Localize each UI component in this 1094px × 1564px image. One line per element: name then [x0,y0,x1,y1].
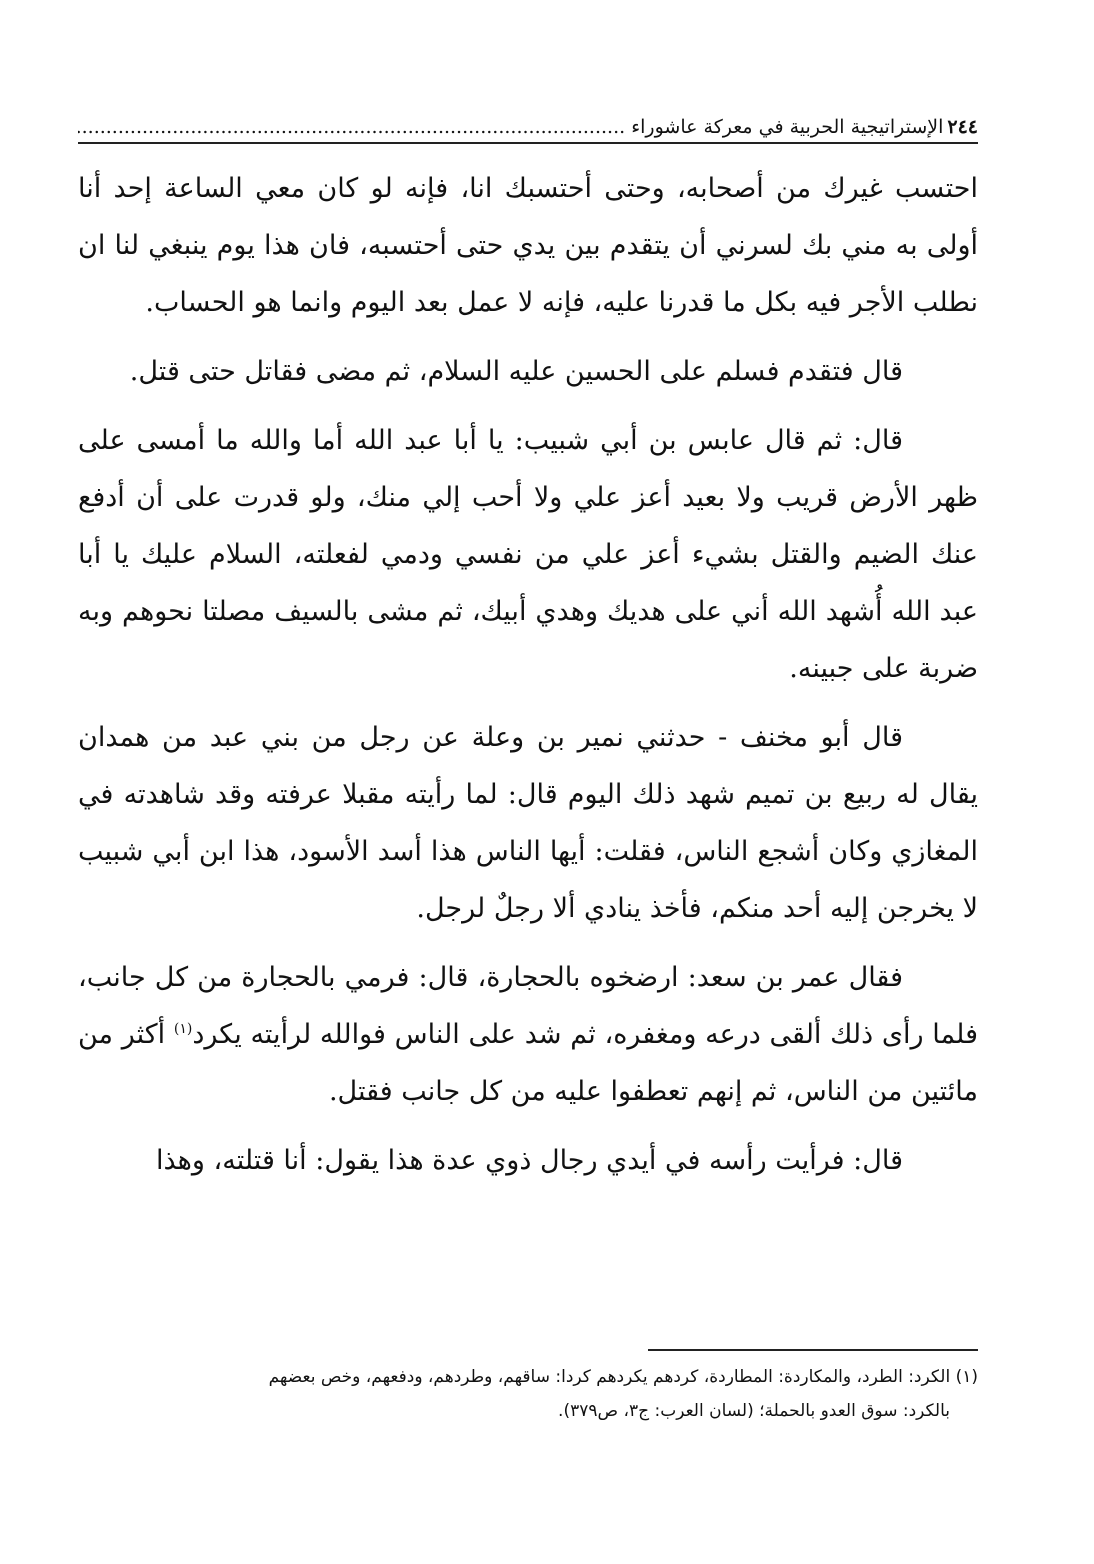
footnote-marker[interactable]: (١) [173,1021,193,1037]
page-number: ٢٤٤ [947,116,978,138]
page-content [78,0,978,1564]
footnote-line: بالكرد: سوق العدو بالحملة؛ (لسان العرب: ج٣، ص٣٧٩). [558,1401,950,1421]
running-title: الإستراتيجية الحربية في معركة عاشوراء ..... [78,116,943,138]
main-text [78,160,978,1201]
paragraph [78,949,978,1120]
paragraph: قال فتقدم فسلم على الحسين عليه السلام، ثم مضى فقاتل حتى قتل. [129,356,903,387]
running-header [78,110,978,144]
footnote [78,1360,978,1428]
paragraph: احتسب غيرك من أصحابه، وحتى أحتسبك انا، فإنه لو كان معي الساعة إحد أنا أولى به مني بك لسرني أن يتقدم بين يدي حتى أحتسبه، فان هذا يوم ينبغي لنا ان نطلب الأجر فيه بكل ما قدرنا عليه، فإنه لا عمل بعد اليوم وانما هو الحساب. [78,173,978,318]
paragraph-text: فقال عمر بن سعد: ارضخوه بالحجارة، قال: فرمي بالحجارة من كل جانب، فلما رأى ذلك ألقى درعه ومغفره، ثم شد على الناس فوالله لرأيته يكرد [78,962,978,1050]
paragraph: قال: ثم قال عابس بن أبي شبيب: يا أبا عبد الله أما والله ما أمسى على ظهر الأرض قريب ولا بعيد أعز علي ولا أحب إلي منك، ولو قدرت على أن أدفع عنك الضيم والقتل بشيء أعز علي من نفسي ودمي لفعلته، السلام عليك يا أبا عبد الله أُشهد الله أني على هديك وهدي أبيك، ثم مشى بالسيف مصلتا نحوهم وبه ضربة على جبينه. [78,425,978,684]
footnote-divider [648,1349,978,1351]
footnote-line: (١) الكرد: الطرد، والمكاردة: المطاردة، كردهم يكردهم كردا: ساقهم، وطردهم، ودفعهم، وخص بعضهم [268,1367,978,1387]
paragraph-text: أكثر من مائتين من الناس، ثم إنهم تعطفوا عليه من كل جانب فقتل. [78,1019,978,1107]
paragraph: قال أبو مخنف - حدثني نمير بن وعلة عن رجل من بني عبد من همدان يقال له ربيع بن تميم شهد ذلك اليوم قال: لما رأيته مقبلا عرفته وقد شاهدته في المغازي وكان أشجع الناس، فقلت: أيها الناس هذا أسد الأسود، هذا ابن أبي شبيب لا يخرجن إليه أحد منكم، فأخذ ينادي ألا رجلٌ لرجل. [78,722,978,924]
paragraph: قال: فرأيت رأسه في أيدي رجال ذوي عدة هذا يقول: أنا قتلته، وهذا [155,1145,903,1176]
